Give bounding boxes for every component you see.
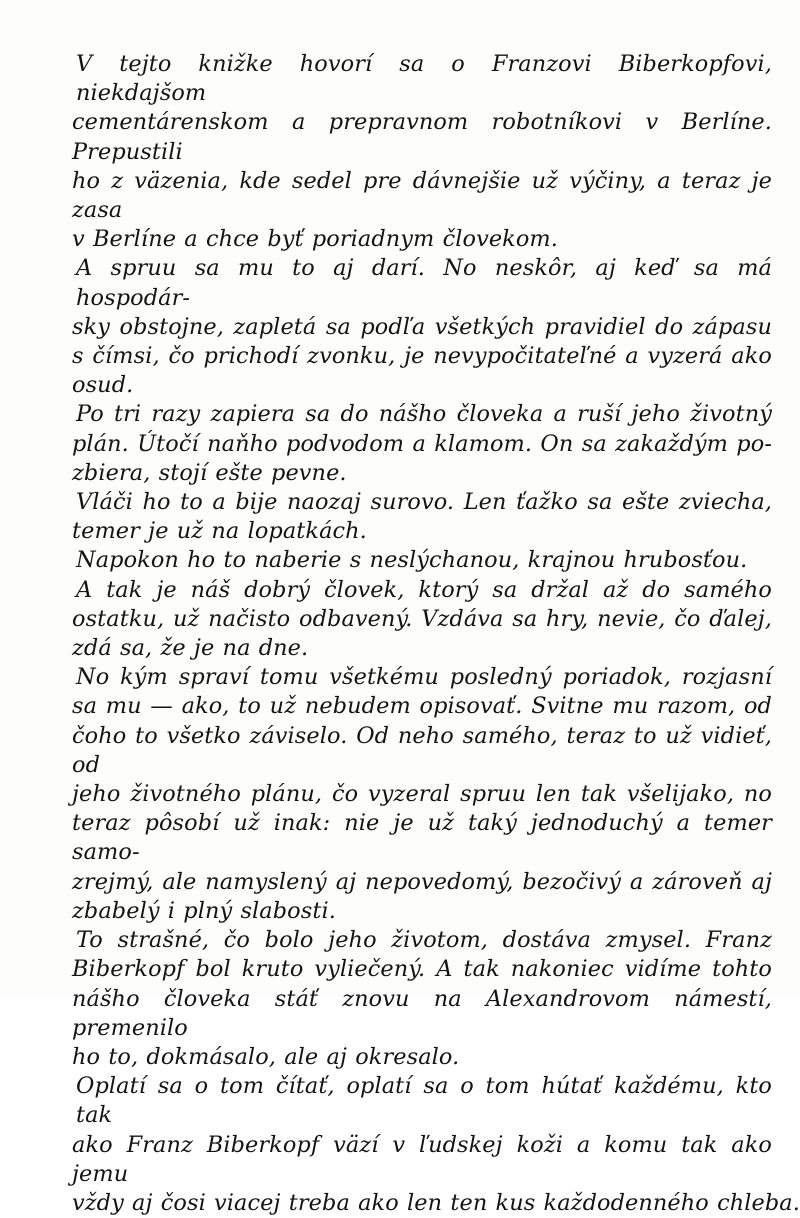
text-line: Napokon ho to naberie s neslýchanou, krajnou hrubosťou. (76, 547, 748, 574)
text-line: ostatku, už načisto odbavený. Vzdáva sa hry, nevie, čo ďalej, (72, 605, 772, 632)
text-line: vždy aj čosi viacej treba ako len ten kus každodenného chleba. (72, 1189, 800, 1216)
text-line: čoho to všetko záviselo. Od neho samého, teraz to už vidieť, od (72, 722, 772, 778)
text-line: Vláči ho to a bije naozaj surovo. Len ťažko sa ešte zviecha, (76, 489, 772, 516)
text-line: Biberkopf bol kruto vyliečený. A tak nakoniec vidíme tohto (72, 956, 772, 983)
text-line: cementárenskom a prepravnom robotníkovi v Berlíne. Prepustili (72, 109, 772, 165)
text-line: sky obstojne, zapletá sa podľa všetkých pravidiel do zápasu (72, 313, 772, 340)
text-line: sa mu — ako, to už nebudem opisovať. Svitne mu razom, od (72, 693, 772, 720)
paragraph-7 (72, 663, 772, 926)
paragraph-8 (72, 926, 772, 1072)
text-line: s čímsi, čo prichodí zvonku, je nevypočitateľné a vyzerá ako (72, 343, 772, 370)
text-line: zdá sa, že je na dne. (72, 635, 309, 662)
paragraph-3 (72, 400, 772, 488)
body-text (72, 50, 800, 1218)
text-line: zbiera, stojí ešte pevne. (72, 459, 347, 486)
text-line: zrejmý, ale namyslený aj nepovedomý, bezočivý a zároveň aj (72, 868, 772, 895)
text-line: ho to, dokmásalo, ale aj okresalo. (72, 1043, 460, 1070)
text-line: osud. (72, 372, 134, 399)
text-line: zbabelý i plný slabosti. (72, 897, 336, 924)
text-line: temer je už na lopatkách. (72, 518, 367, 545)
text-line: A tak je náš dobrý človek, ktorý sa držal až do samého (76, 576, 772, 603)
paragraph-1 (72, 50, 772, 254)
text-line: ako Franz Biberkopf väzí v ľudskej koži a komu tak ako jemu (72, 1131, 772, 1187)
text-line: teraz pôsobí už inak: nie je už taký jednoduchý a temer samo- (72, 810, 772, 866)
paragraph-6 (72, 576, 772, 664)
text-line: No kým spraví tomu všetkému posledný poriadok, rozjasní (76, 664, 772, 691)
text-line: v Berlíne a chce byť poriadnym človekom. (72, 226, 558, 253)
text-line: Po tri razy zapiera sa do nášho človeka a ruší jeho životný (76, 401, 772, 428)
text-line: nášho človeka stáť znovu na Alexandrovom námestí, premenilo (72, 985, 772, 1041)
text-line: To strašné, čo bolo jeho životom, dostáva zmysel. Franz (76, 927, 772, 954)
paragraph-5 (72, 546, 772, 575)
paragraph-2 (72, 254, 772, 400)
paragraph-4 (72, 488, 772, 546)
text-line: V tejto knižke hovorí sa o Franzovi Biberkopfovi, niekdajšom (76, 51, 772, 107)
text-line: plán. Útočí naňho podvodom a klamom. On sa zakaždým po- (72, 430, 772, 457)
text-line: ho z väzenia, kde sedel pre dávnejšie už výčiny, a teraz je zasa (72, 167, 772, 224)
text-line: A spruu sa mu to aj darí. No neskôr, aj keď sa má hospodár- (76, 255, 772, 311)
text-line: jeho životného plánu, čo vyzeral spruu len tak všelijako, no (72, 781, 772, 808)
paragraph-9 (72, 1072, 800, 1218)
text-line: Oplatí sa o tom čítať, oplatí sa o tom hútať každému, kto tak (76, 1073, 772, 1129)
